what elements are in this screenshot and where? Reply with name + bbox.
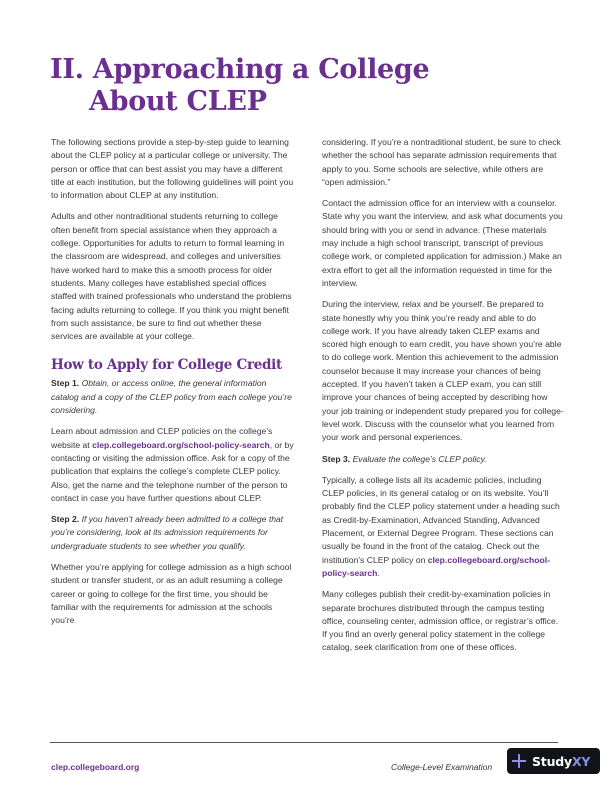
intro-paragraph-2: Adults and other nontraditional students returning to college often benefit from special assistance when they approach a college. Opportunities for adults to return to formal learning in the classroom are widespread, and colleges and universities have worked hard to make this a smooth process for older students. Many colleges have established special offices staffed with trained professionals who understand the problems facing adults returning to college. If you think you might benefit from such assistance, be sure to find out whether these services are available at your college.: [51, 211, 292, 342]
right-paragraph-4-text: Typically, a college lists all its academic policies, including CLEP policies, in its general catalog or on its website. You’ll probably find the CLEP policy statement under a heading such as Credit-by-Examination, Advanced Standing, Advanced Placement, or External Degree Program. These sections can usually be found in the front of the catalog. Check out the institution’s CLEP policy on: [322, 474, 560, 565]
right-column: [322, 136, 564, 663]
footer-caption: College-Level Examination: [391, 762, 493, 772]
step-1-paragraph-text-continued: , or by contacting or visiting the admission office. Ask for a copy of the publication that explains the college’s complete CLEP policy. Also, get the name and the telephone number of the person to contact in case you have further questions about CLEP.: [51, 439, 294, 503]
step-3-label: Step 3.: [322, 453, 351, 464]
step-1-paragraph-text: Learn about admission and CLEP policies on the college’s website at: [51, 426, 273, 450]
step-3: [322, 453, 564, 466]
right-paragraph-5: Many colleges publish their credit-by-examination policies in separate brochures distributed through the campus testing office, counseling center, admission office, or registrar’s office. If you find an overly general policy statement in the college catalog, seek clarification from one of these offices.: [322, 589, 559, 653]
right-paragraph-3: During the interview, relax and be yourself. Be prepared to state honestly why you think you’re ready and able to do college work. If you have already taken CLEP exams and scored high enough to earn credit, you have shown you’re able to do college work. Mention this achievement to the admission counselor because it may increase your chances of being accepted. If you haven’t taken a CLEP exam, you can still improve your chances of being accepted by describing how your job training or independent study prepared you for college-level work. Discuss with the counselor what you learned from your work and personal experiences.: [322, 299, 564, 443]
step-1-paragraph: [51, 425, 294, 505]
plus-icon: [512, 754, 526, 768]
logo-text: [532, 754, 590, 769]
page-title-line1: II. Approaching a College: [50, 54, 430, 85]
right-paragraph-2: Contact the admission office for an interview with a counselor. State why you want the interview, and ask what documents you should bring with you or send in advance. (These materials may include a high school transcript, transcript of previous college work, or completed application for admission.) Make an extra effort to get all the information requested in time for the interview.: [322, 198, 563, 288]
section-heading-apply: How to Apply for College Credit: [51, 357, 282, 374]
logo-text-main: Study: [532, 753, 572, 769]
intro-paragraph-1: The following sections provide a step-by-step guide to learning about the CLEP policy at a particular college or university. The person or office that can best assist you may have a different title at each institution, but the following guidelines will point you to information about CLEP at any institution.: [51, 137, 294, 201]
right-paragraph-4: [322, 474, 564, 580]
step-1: [51, 377, 294, 417]
page-title: [50, 54, 429, 118]
step-1-label: Step 1.: [51, 378, 80, 389]
step-2-paragraph: Whether you’re applying for college admission as a high school student or transfer student, or as an adult resuming a college career or going to college for the first time, you should be familiar with the requirements for admission at the schools you’re: [51, 562, 292, 626]
logo-text-accent: XY: [571, 753, 591, 769]
footer-url-link[interactable]: clep.collegeboard.org: [51, 762, 140, 772]
right-paragraph-4-end: .: [377, 567, 380, 578]
step-3-text: Evaluate the college’s CLEP policy.: [352, 453, 487, 464]
step-2-label: Step 2.: [51, 514, 80, 525]
school-policy-search-link-2[interactable]: clep.collegeboard.org/school-policy-search: [322, 554, 550, 578]
school-policy-search-link[interactable]: clep.collegeboard.org/school-policy-search: [92, 439, 270, 450]
studyxy-logo[interactable]: [507, 748, 600, 774]
page-title-line2: About CLEP: [89, 86, 267, 117]
right-paragraph-1: considering. If you’re a nontraditional student, be sure to check whether the school has separate admission requirements that apply to you. Some schools are selective, while others are “open admission.”: [322, 137, 561, 187]
left-column: [51, 136, 294, 636]
step-2: [51, 513, 294, 553]
step-2-text: If you haven’t already been admitted to a college that you’re considering, look at its admission requirements for undergraduate students to see whether you qualify.: [51, 514, 284, 551]
footer-divider: [50, 742, 558, 743]
step-1-text: Obtain, or access online, the general information catalog and a copy of the CLEP policy from each college you’re considering.: [51, 378, 292, 416]
